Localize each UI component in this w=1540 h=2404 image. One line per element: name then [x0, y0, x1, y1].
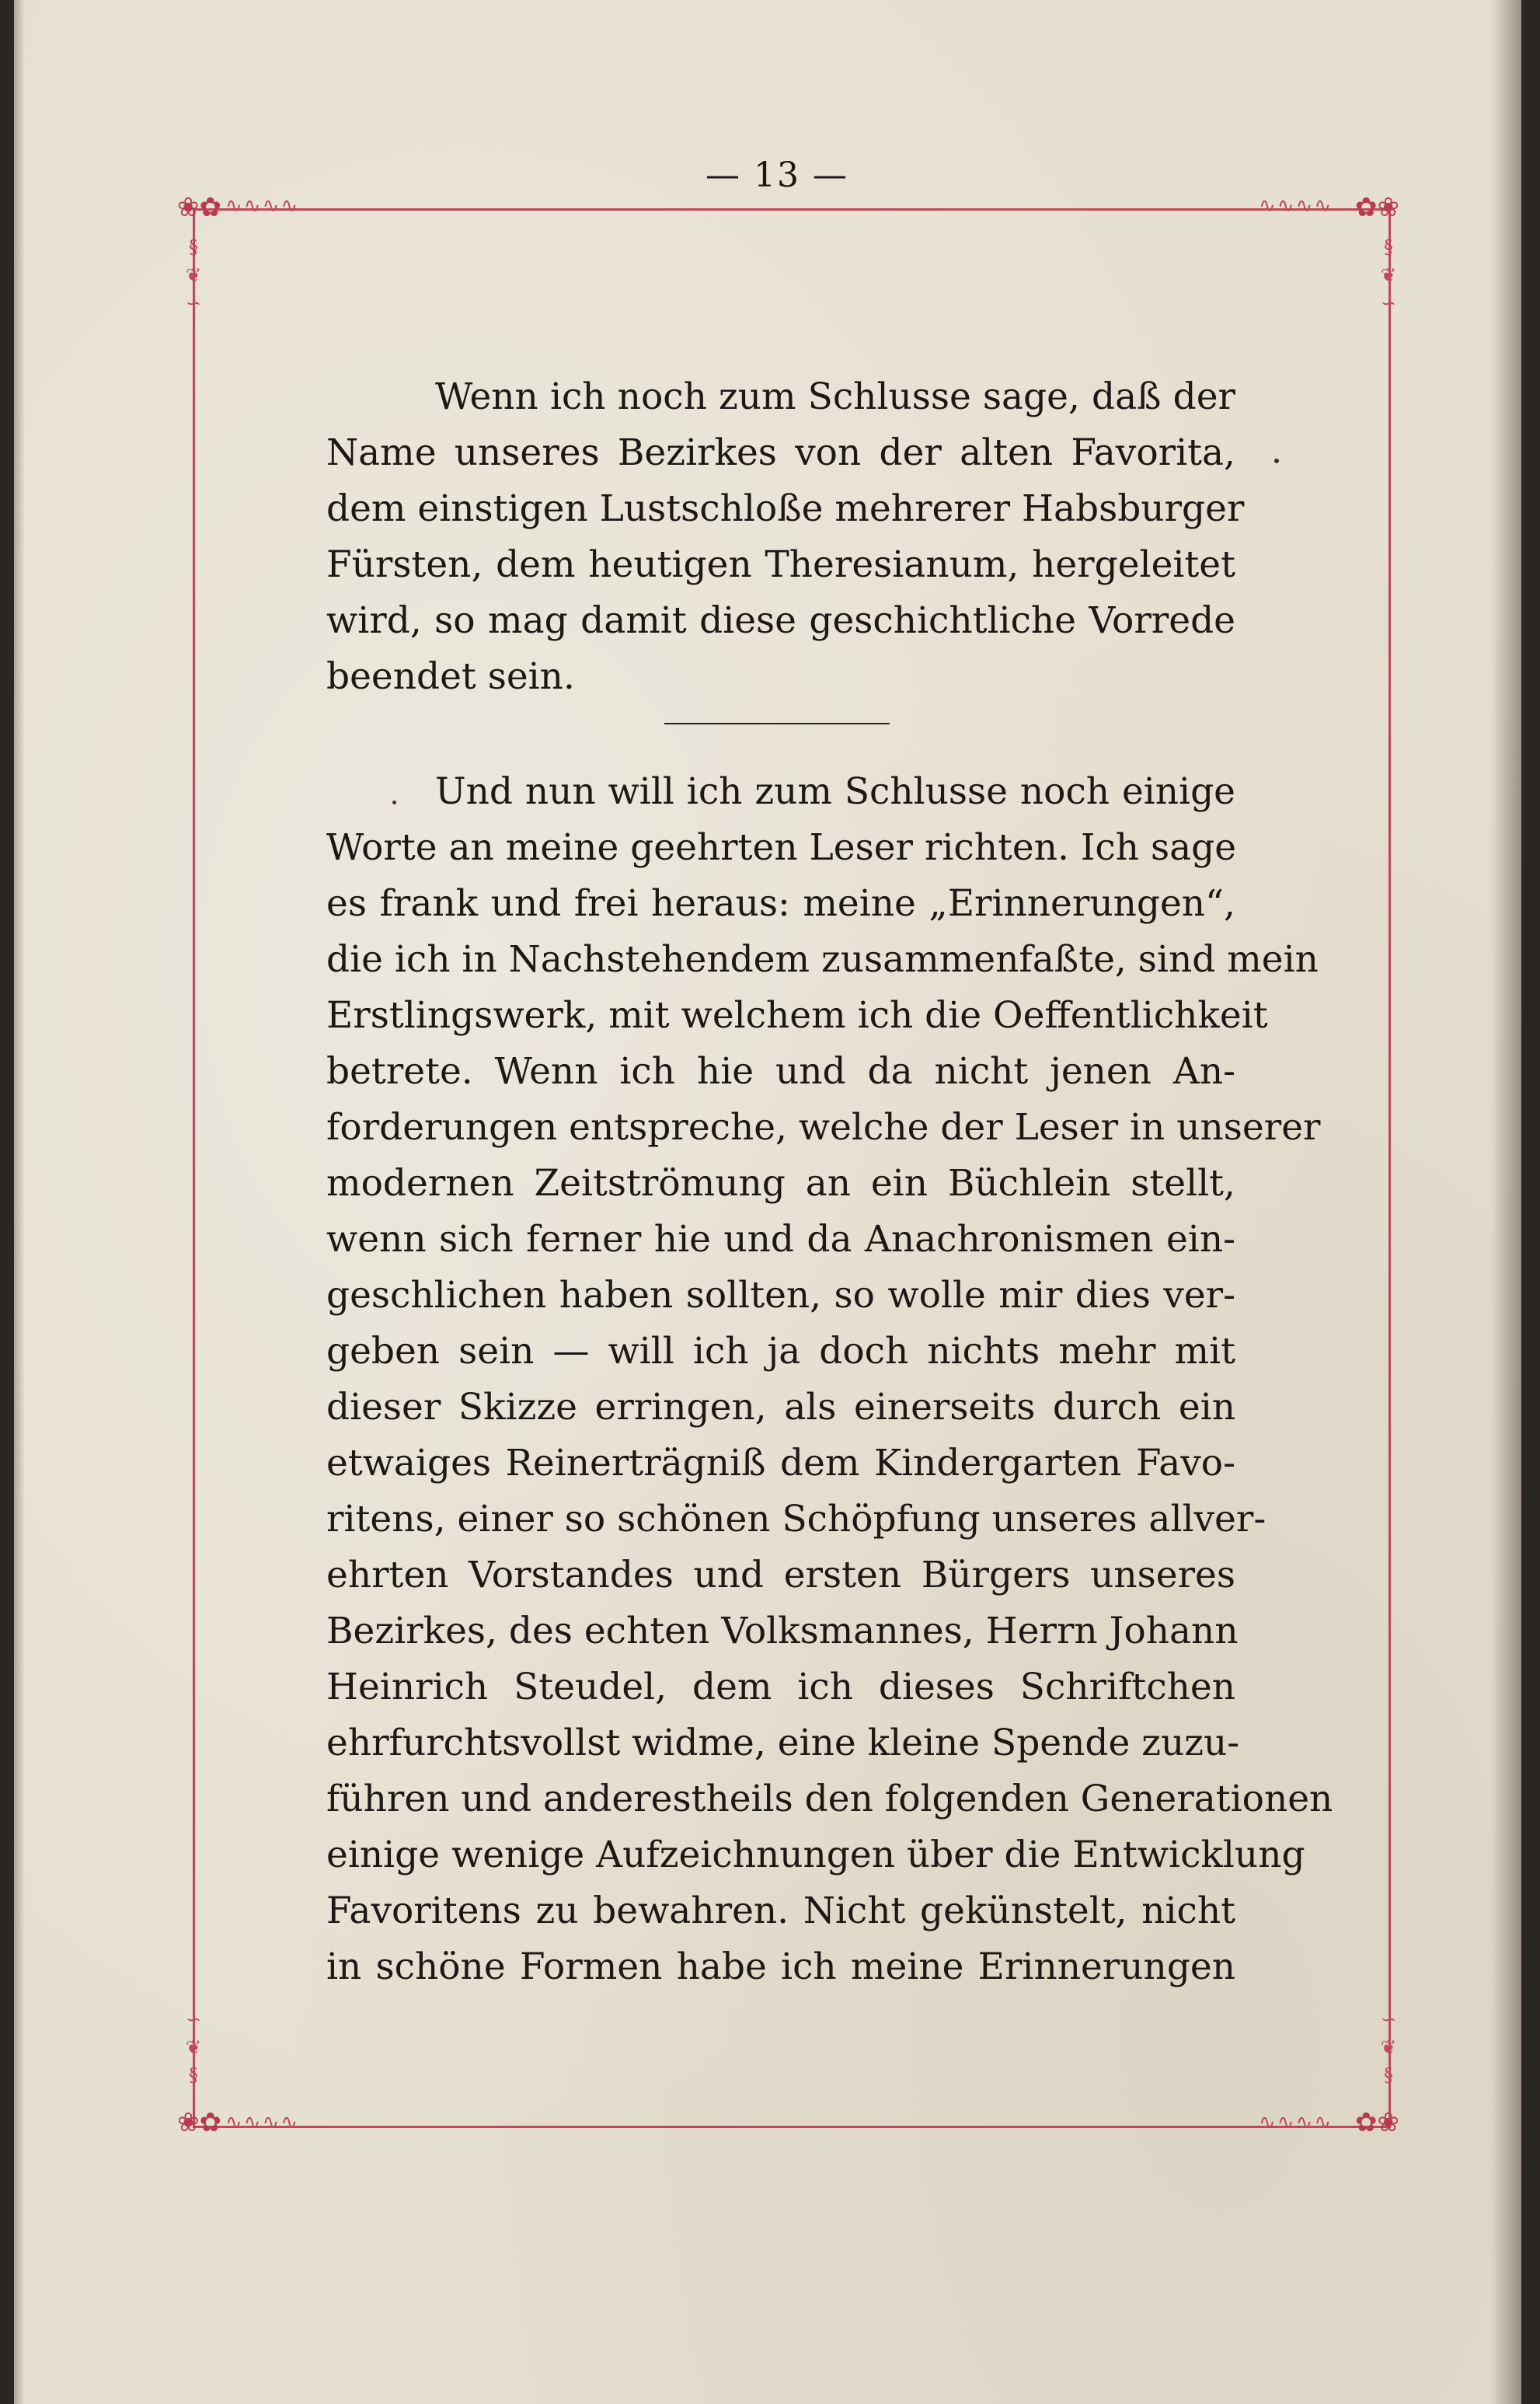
- text-line: Fürsten, dem heutigen Theresianum, hergeleitet: [326, 543, 1235, 586]
- text-line: einige wenige Aufzeichnungen über die Entwicklung: [326, 1834, 1305, 1876]
- text-line: ehrten Vorstandes und ersten Bürgers unseres: [326, 1554, 1235, 1596]
- text-line: beendet sein.: [326, 655, 575, 698]
- vine-ornament-icon: § ❦ ∽: [1380, 236, 1397, 314]
- text-line: Worte an meine geehrten Leser richten. Ich sage: [326, 826, 1237, 869]
- page-gutter-shadow: [14, 0, 25, 2404]
- vine-ornament-icon: ∿∿∿∿: [1259, 194, 1333, 218]
- page-edge-shadow: [1490, 0, 1521, 2404]
- text-line: Bezirkes, des echten Volksmannes, Herrn Johann: [326, 1610, 1239, 1652]
- vine-ornament-icon: § ❦ ∽: [185, 236, 202, 314]
- vine-ornament-icon: ∽ ❦ §: [1380, 2008, 1397, 2086]
- text-line: wenn sich ferner hie und da Anachronismen ein-: [326, 1218, 1235, 1261]
- floral-ornament-icon: ❀✿: [177, 192, 221, 223]
- text-line: geschlichen haben sollten, so wolle mir dies ver-: [326, 1274, 1235, 1317]
- paragraph-address-to-readers: [326, 764, 1333, 1995]
- text-line: ehrfurchtsvollst widme, eine kleine Spende zuzu-: [326, 1722, 1240, 1764]
- vine-ornament-icon: ∿∿∿∿: [1259, 2111, 1333, 2134]
- text-line: es frank und frei heraus: meine „Erinnerungen“,: [326, 882, 1235, 925]
- text-line: dieser Skizze erringen, als einerseits durch ein: [326, 1386, 1235, 1429]
- section-divider: [664, 723, 890, 724]
- text-line: geben sein — will ich ja doch nichts mehr mit: [326, 1330, 1235, 1373]
- floral-ornament-icon: ❀✿: [177, 2107, 221, 2138]
- floral-ornament-icon: ✿❀: [1355, 192, 1399, 223]
- vine-ornament-icon: ∿∿∿∿: [225, 2111, 300, 2134]
- text-line: modernen Zeitströmung an ein Büchlein stellt,: [326, 1162, 1235, 1205]
- text-line: Name unseres Bezirkes von der alten Favorita,: [326, 431, 1235, 474]
- paper-speck: [392, 801, 396, 804]
- page-number: — 13 —: [706, 155, 848, 195]
- text-line: etwaiges Reinerträgniß dem Kindergarten Favo-: [326, 1442, 1235, 1485]
- text-line: in schöne Formen habe ich meine Erinnerungen: [326, 1945, 1235, 1988]
- text-line: Und nun will ich zum Schlusse noch einige: [435, 770, 1235, 813]
- text-line: die ich in Nachstehendem zusammenfaßte, sind mein: [326, 938, 1319, 981]
- text-line: Heinrich Steudel, dem ich dieses Schriftchen: [326, 1666, 1235, 1708]
- text-line: führen und anderestheils den folgenden Generationen: [326, 1778, 1333, 1820]
- floral-ornament-icon: ✿❀: [1355, 2107, 1399, 2138]
- text-line: Wenn ich noch zum Schlusse sage, daß der: [435, 375, 1235, 418]
- text-line: dem einstigen Lustschloße mehrerer Habsburger: [326, 487, 1245, 530]
- paragraph-closing-remarks: [326, 369, 1245, 705]
- text-line: wird, so mag damit diese geschichtliche Vorrede: [326, 599, 1235, 642]
- text-line: betrete. Wenn ich hie und da nicht jenen An-: [326, 1050, 1235, 1093]
- vine-ornament-icon: ∿∿∿∿: [225, 194, 300, 218]
- text-line: Erstlingswerk, mit welchem ich die Oeffentlichkeit: [326, 994, 1268, 1037]
- vine-ornament-icon: ∽ ❦ §: [185, 2008, 202, 2086]
- text-line: forderungen entspreche, welche der Leser in unserer: [326, 1106, 1321, 1149]
- text-line: Favoritens zu bewahren. Nicht gekünstelt, nicht: [326, 1889, 1235, 1932]
- text-line: ritens, einer so schönen Schöpfung unseres allver-: [326, 1498, 1266, 1540]
- paper-speck: [1274, 459, 1279, 463]
